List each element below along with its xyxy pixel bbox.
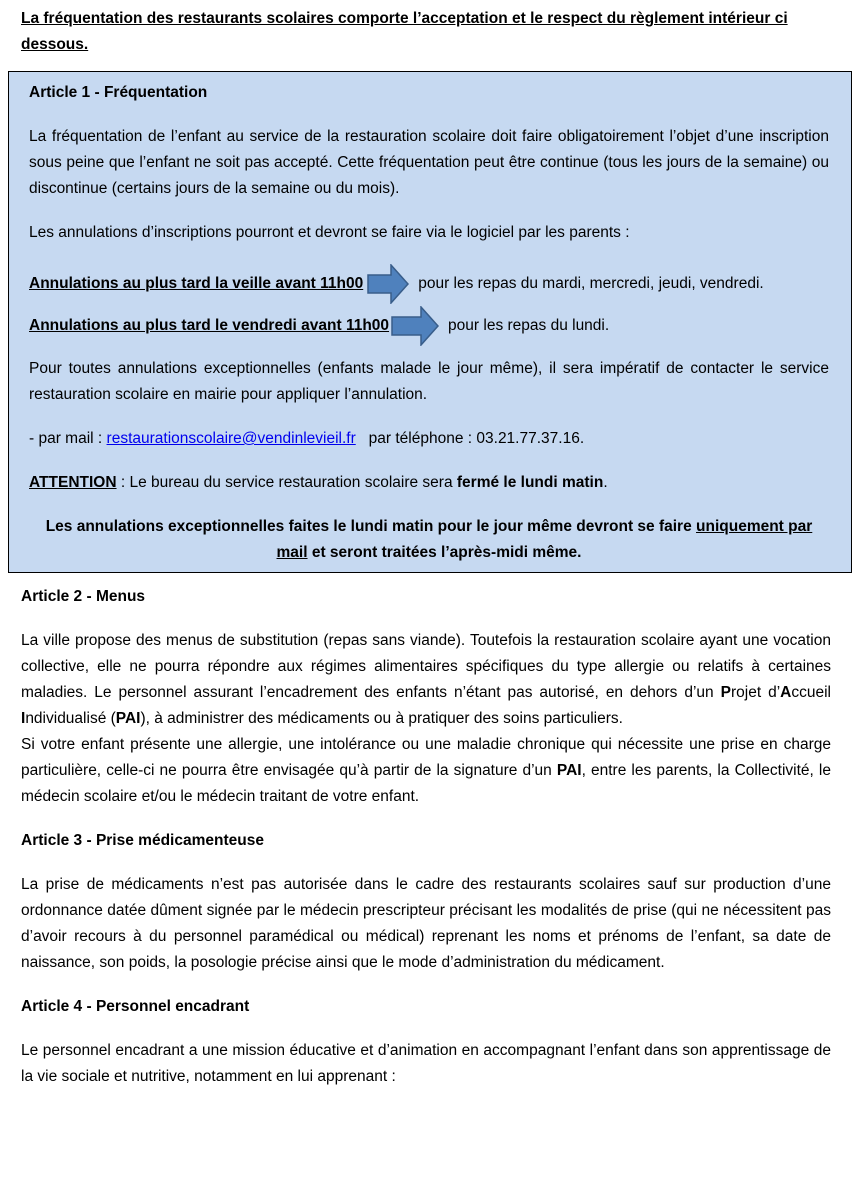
- article-2-paragraph-1: [21, 628, 831, 732]
- contact-prefix: - par mail :: [29, 430, 103, 447]
- pai-letter-a: A: [780, 684, 792, 701]
- article-2-text-d: , entre les parents, la Collectivité, le médecin scolaire et/ou le médecin traitant de votre enfant.: [21, 762, 831, 805]
- attention-text: : Le bureau du service restauration scolaire sera: [120, 474, 453, 491]
- arrow-right-icon: [391, 306, 439, 346]
- article-1-paragraph-3: Pour toutes annulations exceptionnelles (enfants malade le jour même), il sera impératif de contacter le service restauration scolaire en mairie pour appliquer l’annulation.: [29, 360, 829, 403]
- pai-letter-p: P: [720, 684, 731, 701]
- pai-abbr: PAI: [115, 710, 141, 727]
- attention-label: ATTENTION: [29, 474, 117, 491]
- article-1-box: [8, 71, 852, 573]
- pai-text-2: ccueil: [791, 684, 831, 701]
- cancellation-rule-2: [29, 306, 829, 346]
- cancellation-rule-1: [29, 264, 829, 304]
- article-2-title: Article 2 - Menus: [21, 588, 146, 605]
- cancellation-rule-2-label: Annulations au plus tard le vendredi avant 11h00: [29, 317, 390, 334]
- article-1-paragraph-2: Les annulations d’inscriptions pourront et devront se faire via le logiciel par les parents :: [29, 224, 630, 241]
- contact-line: [29, 426, 829, 452]
- article-3-paragraph-1: La prise de médicaments n’est pas autorisée dans le cadre des restaurants scolaires sauf sur production d’une ordonnance datée dûment signée par le médecin prescripteur précisant les modalités de prise (qui ne nécessitent pas d’avoir recours à du personnel paramédical ou médical) reprenant les noms et prénoms de l’enfant, sa date de naissance, son poids, la posologie précise ainsi que le mode d’administration du médicament.: [21, 876, 831, 971]
- article-4-title: Article 4 - Personnel encadrant: [21, 998, 250, 1015]
- pai-abbr-2: PAI: [556, 762, 582, 779]
- article-4-paragraph-1: Le personnel encadrant a une mission éducative et d’animation en accompagnant l’enfant dans son apprentissage de la vie sociale et nutritive, notamment en lui apprenant :: [21, 1042, 831, 1085]
- article-4: [21, 994, 831, 1090]
- cancellation-rule-1-label: Annulations au plus tard la veille avant 11h00: [29, 275, 364, 292]
- article-2-text-b: ), à administrer des médicaments ou à pratiquer des soins particuliers.: [140, 710, 623, 727]
- article-2-text-a: La ville propose des menus de substitution (repas sans viande). Toutefois la restauration scolaire ayant une vocation collective, elle ne pourra répondre aux régimes alimentaires spécifiques du type allergie ou relatifs à certaines maladies. Le personnel assurant l’encadrement des enfants n’étant pas autorisé, en dehors d’un: [21, 632, 831, 701]
- notice-part-a: Les annulations exceptionnelles faites le lundi matin pour le jour même devront se faire: [45, 518, 692, 535]
- attention-line: [29, 470, 829, 496]
- email-link[interactable]: restaurationscolaire@vendinlevieil.fr: [106, 430, 356, 447]
- attention-end: .: [603, 474, 608, 491]
- article-3: [21, 828, 831, 976]
- arrow-right-icon: [367, 264, 409, 304]
- cancellation-rule-2-text: pour les repas du lundi.: [448, 317, 610, 334]
- pai-letter-i: I: [21, 710, 26, 727]
- pai-text-1: rojet d’: [730, 684, 781, 701]
- phone-text: par téléphone : 03.21.77.37.16.: [368, 430, 585, 447]
- notice-part-b: et seront traitées l’après-midi même.: [311, 544, 582, 561]
- exceptional-notice: [29, 514, 829, 566]
- attention-bold: fermé le lundi matin: [456, 474, 604, 491]
- notice-underlined: uniquement par mail: [276, 518, 813, 561]
- article-2-paragraph-2: [21, 732, 831, 810]
- article-2-text-c: Si votre enfant présente une allergie, une intolérance ou une maladie chronique qui nécessite une prise en charge particulière, celle-ci ne pourra être envisagée qu’à partir de la signature d’un: [21, 736, 831, 779]
- article-2: [21, 584, 831, 810]
- cancellation-rule-1-text: pour les repas du mardi, mercredi, jeudi, vendredi.: [418, 275, 764, 292]
- pai-text-3: ndividualisé (: [25, 710, 116, 727]
- article-1-paragraph-1: La fréquentation de l’enfant au service de la restauration scolaire doit faire obligatoirement l’objet d’une inscription sous peine que l’enfant ne soit pas accepté. Cette fréquentation peut être continue (tous les jours de la semaine) ou discontinue (certains jours de la semaine ou du mois).: [29, 128, 829, 197]
- intro-statement: La fréquentation des restaurants scolaires comporte l’acceptation et le respect du règlement intérieur ci dessous.: [21, 10, 788, 53]
- article-1-title: Article 1 - Fréquentation: [29, 84, 208, 101]
- article-3-title: Article 3 - Prise médicamenteuse: [21, 832, 264, 849]
